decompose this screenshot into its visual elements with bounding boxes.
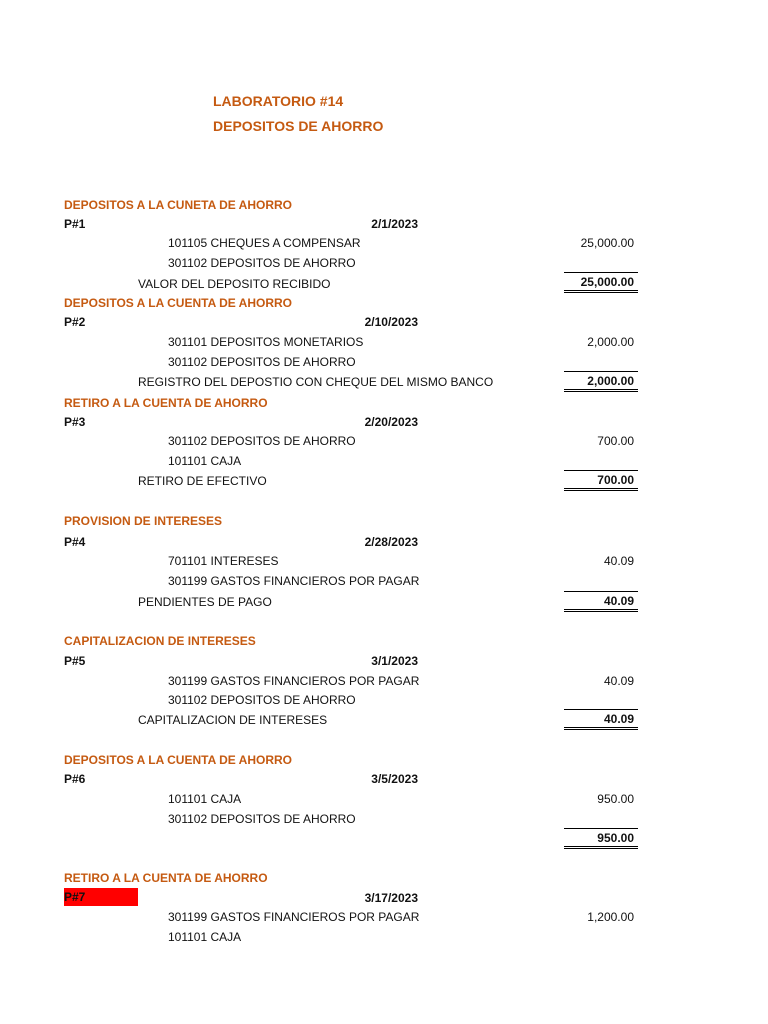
entry-total: 700.00 xyxy=(564,470,638,491)
debit-account: 101105 CHEQUES A COMPENSAR xyxy=(168,236,361,250)
entry-section-title: DEPOSITOS A LA CUENTA DE AHORRO xyxy=(64,296,293,310)
entry-section-title: DEPOSITOS A LA CUNETA DE AHORRO xyxy=(64,198,293,212)
document-title: LABORATORIO #14 xyxy=(213,93,344,109)
entry-number: P#1 xyxy=(64,217,86,231)
entry-date: 2/1/2023 xyxy=(371,217,418,231)
entry-section-title: DEPOSITOS A LA CUENTA DE AHORRO xyxy=(64,753,293,767)
entry-date: 2/28/2023 xyxy=(364,535,418,549)
debit-amount: 2,000.00 xyxy=(587,335,634,349)
debit-amount: 25,000.00 xyxy=(580,236,634,250)
entry-total: 25,000.00 xyxy=(564,272,638,293)
entry-total: 2,000.00 xyxy=(564,371,638,392)
entry-description: REGISTRO DEL DEPOSTIO CON CHEQUE DEL MISMO BANCO xyxy=(138,375,494,389)
credit-account: 301102 DEPOSITOS DE AHORRO xyxy=(168,256,356,270)
entry-date: 2/20/2023 xyxy=(364,415,418,429)
entry-date: 2/10/2023 xyxy=(364,315,418,329)
entry-description: CAPITALIZACION DE INTERESES xyxy=(138,713,328,727)
debit-account: 101101 CAJA xyxy=(168,792,242,806)
document-subtitle: DEPOSITOS DE AHORRO xyxy=(213,118,384,134)
entry-number: P#5 xyxy=(64,654,86,668)
entry-total: 950.00 xyxy=(564,828,638,849)
entry-section-title: RETIRO A LA CUENTA DE AHORRO xyxy=(64,871,268,885)
entry-total: 40.09 xyxy=(564,709,638,730)
entry-date: 3/1/2023 xyxy=(371,654,418,668)
entry-date: 3/17/2023 xyxy=(364,891,418,905)
credit-account: 101101 CAJA xyxy=(168,930,242,944)
entry-number: P#6 xyxy=(64,772,86,786)
credit-account: 301199 GASTOS FINANCIEROS POR PAGAR xyxy=(168,574,420,588)
entry-description: VALOR DEL DEPOSITO RECIBIDO xyxy=(138,277,331,291)
entry-date: 3/5/2023 xyxy=(371,772,418,786)
debit-account: 701101 INTERESES xyxy=(168,554,279,568)
debit-account: 301199 GASTOS FINANCIEROS POR PAGAR xyxy=(168,674,420,688)
debit-amount: 40.09 xyxy=(603,674,634,688)
debit-amount: 1,200.00 xyxy=(587,910,634,924)
debit-account: 301101 DEPOSITOS MONETARIOS xyxy=(168,335,364,349)
entry-number: P#2 xyxy=(64,315,86,329)
debit-amount: 950.00 xyxy=(597,792,634,806)
entry-number-highlighted: P#7 xyxy=(64,888,138,906)
debit-account: 301102 DEPOSITOS DE AHORRO xyxy=(168,434,356,448)
entry-section-title: RETIRO A LA CUENTA DE AHORRO xyxy=(64,396,268,410)
debit-account: 301199 GASTOS FINANCIEROS POR PAGAR xyxy=(168,910,420,924)
entry-section-title: PROVISION DE INTERESES xyxy=(64,514,223,528)
credit-account: 301102 DEPOSITOS DE AHORRO xyxy=(168,812,356,826)
credit-account: 101101 CAJA xyxy=(168,454,242,468)
entry-number: P#4 xyxy=(64,535,86,549)
entry-description: PENDIENTES DE PAGO xyxy=(138,595,272,609)
entry-description: RETIRO DE EFECTIVO xyxy=(138,474,267,488)
credit-account: 301102 DEPOSITOS DE AHORRO xyxy=(168,693,356,707)
entry-section-title: CAPITALIZACION DE INTERESES xyxy=(64,634,256,648)
debit-amount: 40.09 xyxy=(603,554,634,568)
credit-account: 301102 DEPOSITOS DE AHORRO xyxy=(168,355,356,369)
debit-amount: 700.00 xyxy=(597,434,634,448)
entry-total: 40.09 xyxy=(564,591,638,612)
entry-number: P#3 xyxy=(64,415,86,429)
